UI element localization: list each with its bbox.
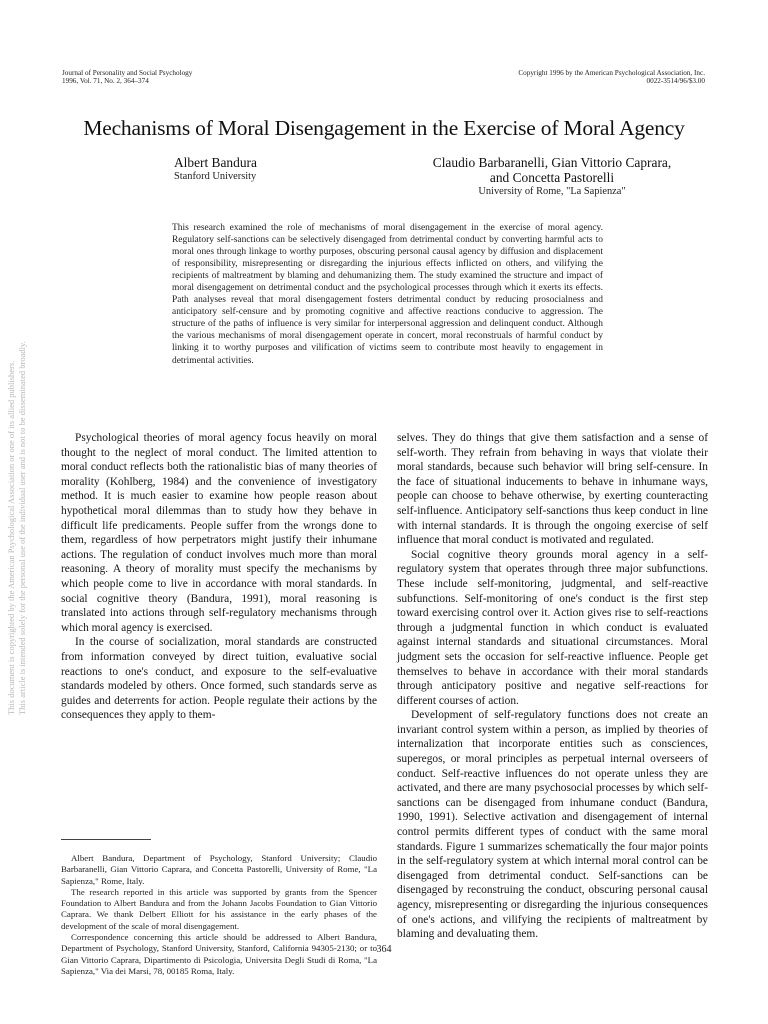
footnote-divider [61, 839, 151, 840]
author-footnotes [61, 853, 377, 977]
copyright-line: Copyright 1996 by the American Psychological Association, Inc. [518, 69, 705, 77]
author-affiliation: University of Rome, "La Sapienza" [478, 186, 626, 197]
article-title: Mechanisms of Moral Disengagement in the Exercise of Moral Agency [83, 116, 685, 140]
author-block-coauthors [402, 155, 702, 198]
body-paragraph: In the course of socialization, moral standards are constructed from information conveyed by direct tuition, evaluative social reactions to one's conduct, and exposure to the self-evaluative standards modeled by others. Once formed, such standards serve as guides and deterrents for action. People regulate their actions by the consequences they apply to them- [61, 636, 377, 722]
copyright-watermark [2, 295, 34, 715]
body-paragraph: Psychological theories of moral agency focus heavily on moral thought to the neglect of moral conduct. The limited attention to moral conduct reflects both the rationalistic bias of many theories of morality (Kohlberg, 1984) and the convenience of investigatory method. It is much easier to examine how people reason about hypothetical moral dilemmas than to study how they behave in difficult life predicaments. People suffer from the wrongs done to them, regardless of how perpetrators might justify their inhumane actions. The regulation of conduct involves much more than moral reasoning. A theory of morality must specify the mechanisms by which people come to live in accordance with moral standards. In social cognitive theory (Bandura, 1991), moral reasoning is translated into actions through self-regulatory mechanisms through which moral agency is exercised. [61, 432, 377, 634]
page-number: 364 [376, 944, 392, 955]
watermark-line2: This article is intended solely for the personal use of the individual user and is not to be disseminated broadly. [17, 341, 27, 715]
author-affiliation: Stanford University [174, 171, 257, 182]
footnote-funding: The research reported in this article was supported by grants from the Spencer Foundation to Albert Bandura and from the Johann Jacobs Foundation to Gian Vittorio Caprara. We thank Delbert Elliott for his assistance in the early phases of the development of the scale of moral disengagement. [61, 886, 377, 931]
author-names-line2: and Concetta Pastorelli [489, 170, 615, 185]
watermark-line1: This document is copyrighted by the American Psychological Association or one of its allied publishers. [6, 360, 16, 715]
author-names-line1: Claudio Barbaranelli, Gian Vittorio Caprara, [432, 155, 672, 170]
body-paragraph: Social cognitive theory grounds moral agency in a self-regulatory system that operates through three major subfunctions. These include self-monitoring, judgmental, and self-reactive subfunctions. Self-monitoring of one's conduct is the first step toward exercising control over it. Action gives rise to self-reactions through a judgmental function in which conduct is evaluated against internal standards and situational circumstances. Moral judgment sets the occasion for self-reactive influence. People get themselves to behave in accordance with their moral standards through anticipatory positive and negative self-reactions for different courses of action. [397, 548, 708, 707]
footnote-affiliations: Albert Bandura, Department of Psychology, Stanford University; Claudio Barbaranelli, Gian Vittorio Caprara, and Concetta Pastorelli, University of Rome, "La Sapienza," Rome, Italy. [61, 853, 377, 886]
footnote-correspondence: Correspondence concerning this article should be addressed to Albert Bandura, Department of Psychology, Stanford University, Stanford, California 94305-2130; or to Gian Vittorio Caprara, Dipartimento di Psicologia, Universita Degli Studi di Roma, "La Sapienza," Via dei Marsi, 78, 00185 Roma, Italy. [61, 932, 377, 976]
author-block-bandura [174, 155, 257, 183]
body-column-right [397, 431, 708, 942]
body-column-left [61, 431, 377, 723]
journal-citation: 1996, Vol. 71, No. 2, 364–374 [62, 77, 149, 86]
journal-name: Journal of Personality and Social Psychology [62, 69, 193, 77]
issn-code: 0022-3514/96/$3.00 [646, 77, 705, 86]
author-name: Albert Bandura [174, 155, 257, 170]
body-paragraph: Development of self-regulatory functions does not create an invariant control system within a person, as implied by theories of internalization that incorporate entities such as consciences, superegos, or moral principles as perpetual internal overseers of conduct. Self-reactive influences do not operate unless they are activated, and there are many psychosocial processes by which self-sanctions can be disengaged from inhumane conduct (Bandura, 1990, 1991). Selective activation and disengagement of internal control permits different types of conduct with the same moral standards. Figure 1 summarizes schematically the four major points in the self-regulatory system at which internal moral control can be disengaged from detrimental conduct. Self-sanctions can be disengaged by reconstruing the conduct, obscuring personal causal agency, misrepresenting or disregarding the injurious consequences of one's actions, and vilifying the recipients of maltreatment by blaming and devaluating them. [397, 709, 708, 941]
abstract: This research examined the role of mechanisms of moral disengagement in the exercise of moral agency. Regulatory self-sanctions can be selectively disengaged from detrimental conduct by converting harmful acts to moral ones through linkage to worthy purposes, obscuring personal causal agency by diffusion and displacement of responsibility, misrepresenting or disregarding the injurious effects inflicted on others, and vilifying the recipients of maltreatment by blaming and dehumanizing them. The study examined the structure and impact of moral disengagement on detrimental conduct and the psychological processes through which it exerts its effects. Path analyses reveal that moral disengagement fosters detrimental conduct by reducing prosocialness and anticipatory self-censure and by promoting cognitive and affective reactions conducive to aggression. The structure of the paths of influence is very similar for interpersonal aggression and delinquent conduct. Although the various mechanisms of moral disengagement operate in concert, moral reconstruals of harmful conduct by linking it to worthy purposes and vilification of victims seem to contribute most heavily to engagement in detrimental activities. [172, 223, 603, 366]
copyright-header [518, 69, 705, 86]
journal-header [62, 69, 192, 86]
body-paragraph: selves. They do things that give them satisfaction and a sense of self-worth. They refrain from behaving in ways that violate their moral standards, because such behavior will bring self-censure. In the face of situational inducements to behave in inhumane ways, people can choose to behave otherwise, by exerting counteracting self-influence. Anticipatory self-sanctions thus keep conduct in line with internal standards. It is through the ongoing exercise of self influence that moral conduct is motivated and regulated. [397, 432, 708, 547]
